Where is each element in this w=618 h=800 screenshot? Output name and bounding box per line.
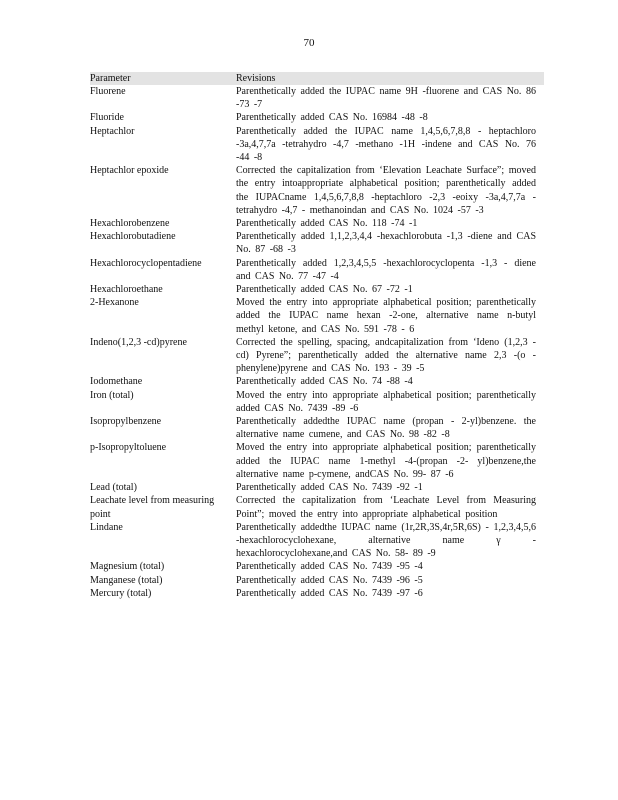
table-body <box>90 85 544 600</box>
parameter-cell: Hexachlorobutadiene <box>90 231 176 243</box>
table-row <box>90 296 544 336</box>
parameter-cell: Fluorene <box>90 86 126 97</box>
table-row <box>90 481 544 494</box>
revision-cell: Parenthetically added CAS No. 16984 -48 -8 <box>236 112 428 124</box>
parameter-cell: Magnesium (total) <box>90 561 165 573</box>
table-row <box>90 283 544 296</box>
table-row <box>90 257 544 283</box>
page-number: 70 <box>303 37 315 49</box>
revision-cell: Parenthetically added CAS No. 7439 -97 -6 <box>236 587 423 599</box>
revision-cell: Parenthetically added CAS No. 7439 -95 -4 <box>236 561 423 573</box>
table-row <box>90 125 544 165</box>
parameter-cell: Indeno(1,2,3 -cd)pyrene <box>90 336 187 348</box>
table-row <box>90 494 544 520</box>
table-row <box>90 230 544 256</box>
parameter-cell: p-Isopropyltoluene <box>90 442 167 454</box>
revision-cell: Parenthetically added CAS No. 7439 -92 -1 <box>236 482 423 494</box>
parameter-cell: Hexachloroethane <box>90 284 163 296</box>
table-row <box>90 587 544 600</box>
parameter-header: Parameter <box>90 73 131 84</box>
revision-cell: Corrected the capitalization from ‘Leachate Level from Measuring Point”; moved the entry into appropriate alphabetical position <box>236 495 536 520</box>
table-header <box>90 72 544 85</box>
revisions-header: Revisions <box>236 73 276 84</box>
parameter-cell: Manganese (total) <box>90 574 163 586</box>
parameter-cell: Iodomethane <box>90 376 143 388</box>
table-row <box>90 521 544 561</box>
revision-cell: Parenthetically added 1,2,3,4,5,5 -hexachlorocyclopenta -1,3 - diene and CAS No. 77 -47 -4 <box>236 257 536 282</box>
table-row <box>90 336 544 376</box>
revision-cell: Corrected the capitalization from ‘Elevation Leachate Surface”; moved the entry intoappropriate alphabetical position; parenthetically added the IUPACname 1,4,5,6,7,8,8 -heptachloro -2,3 -eoixy -3a,4,7,7a -tetrahydro -4,7 - methanoindan and CAS No. 1024 -57 -3 <box>236 165 536 216</box>
parameter-cell: Heptachlor epoxide <box>90 165 169 177</box>
table-row <box>90 560 544 573</box>
revision-cell: Parenthetically added 1,1,2,3,4,4 -hexachlorobuta -1,3 -diene and CAS No. 87 -68 -3 <box>236 231 536 256</box>
revision-cell: Moved the entry into appropriate alphabetical position; parenthetically added CAS No. 7439 -89 -6 <box>236 389 536 414</box>
parameter-cell: Mercury (total) <box>90 587 152 599</box>
revision-cell: Corrected the spelling, spacing, andcapitalization from ‘Ideno (1,2,3 -cd) Pyrene”; parenthetically added the alternative name 2,3 -(o -phenylene)pyrene and CAS No. 193 - 39 -5 <box>236 336 536 375</box>
revision-cell: Parenthetically added the IUPAC name 1,4,5,6,7,8,8 - heptachloro -3a,4,7,7a -tetrahydro -4,7 -methano -1H -indene and CAS No. 76 -44 -8 <box>236 125 536 164</box>
table-row <box>90 111 544 124</box>
table-row <box>90 415 544 441</box>
parameter-cell: Heptachlor <box>90 125 135 137</box>
parameter-cell: Isopropylbenzene <box>90 416 162 428</box>
parameter-cell: Fluoride <box>90 112 124 124</box>
parameter-cell: 2-Hexanone <box>90 297 139 309</box>
revision-cell: Parenthetically added CAS No. 74 -88 -4 <box>236 376 413 388</box>
parameter-cell: Hexachlorobenzene <box>90 218 170 230</box>
revision-cell: Parenthetically added CAS No. 7439 -96 -5 <box>236 574 423 586</box>
table-row <box>90 164 544 217</box>
table-row <box>90 85 544 111</box>
parameter-cell: Leachate level from measuring point <box>90 495 215 520</box>
parameter-cell: Iron (total) <box>90 389 134 401</box>
parameter-cell: Lindane <box>90 521 123 533</box>
revision-cell: Parenthetically added CAS No. 118 -74 -1 <box>236 218 418 230</box>
table-row <box>90 574 544 587</box>
revisions-table <box>90 72 544 600</box>
table-row <box>90 217 544 230</box>
revision-cell: Moved the entry into appropriate alphabetical position; parenthetically added the IUPAC name 1-methyl -4-(propan -2- yl)benzene,the alternative name p-cymene, andCAS No. 99- 87 -6 <box>236 442 536 480</box>
table-row <box>90 375 544 388</box>
revision-cell: Moved the entry into appropriate alphabetical position; parenthetically added the IUPAC name hexan -2-one, alternative name n-butyl methyl ketone, and CAS No. 591 -78 - 6 <box>236 297 536 335</box>
revision-cell: Parenthetically addedthe IUPAC name (propan - 2-yl)benzene. the alternative name cumene, and CAS No. 98 -82 -8 <box>236 416 536 441</box>
parameter-cell: Hexachlorocyclopentadiene <box>90 257 202 269</box>
revision-cell: Parenthetically addedthe IUPAC name (1r,2R,3S,4r,5R,6S) - 1,2,3,4,5,6 -hexachlorocyclohexane, alternative name γ - hexachlorocyclohexane,and CAS No. 58- 89 -9 <box>236 521 536 560</box>
table-row <box>90 389 544 415</box>
parameter-cell: Lead (total) <box>90 482 137 494</box>
table-row <box>90 441 544 481</box>
revision-cell: Parenthetically added CAS No. 67 -72 -1 <box>236 284 413 296</box>
revision-cell: Parenthetically added the IUPAC name 9H -fluorene and CAS No. 86 -73 -7 <box>236 86 536 111</box>
